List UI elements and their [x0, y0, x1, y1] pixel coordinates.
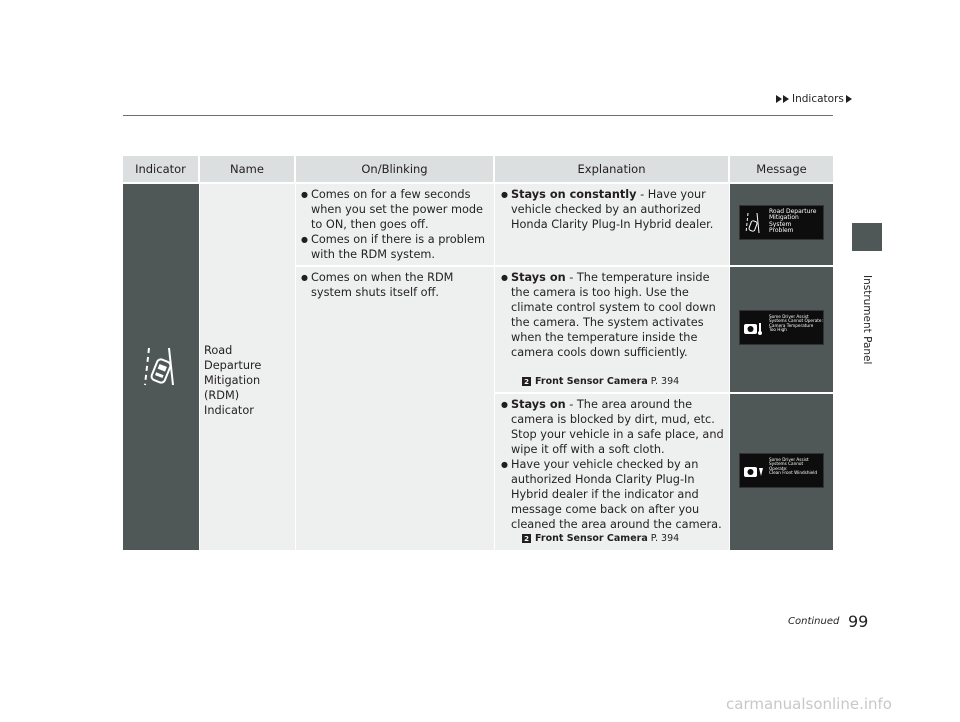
on-blinking-cell-2: [296, 267, 494, 550]
message-display: [739, 205, 824, 240]
explanation-item: ● Have your vehicle checked by an authorized Honda Clarity Plug-In Hybrid dealer if the indicator and message come back on after you cleaned the area around the camera.: [501, 457, 727, 532]
explanation-item: [501, 187, 725, 232]
section-tab-marker: [852, 223, 882, 251]
on-blinking-item: ● Comes on if there is a problem with the RDM system.: [301, 232, 491, 262]
indicator-cell: [123, 184, 199, 550]
triangle-right-icon: [783, 95, 789, 103]
message-cell-1: [730, 184, 833, 265]
reference-page: P. 394: [650, 533, 680, 544]
on-blinking-item: ● Comes on for a few seconds when you set the power mode to ON, then goes off.: [301, 187, 491, 232]
explanation-cell-3: [495, 394, 729, 550]
indicator-table: [123, 156, 833, 182]
header-name: Name: [200, 156, 296, 182]
section-tab-label: Instrument Panel: [861, 275, 873, 365]
rdm-indicator-icon: [745, 212, 761, 234]
message-line: Road Departure: [769, 208, 817, 215]
watermark: carmanualsonline.info: [726, 695, 892, 713]
breadcrumb: [776, 93, 853, 105]
reference-title: Front Sensor Camera: [535, 533, 648, 544]
triangle-right-icon: [776, 95, 782, 103]
explanation-status: Stays on: [511, 398, 566, 411]
header-indicator: Indicator: [123, 156, 200, 182]
header-explanation: Explanation: [495, 156, 730, 182]
message-line: Too High: [769, 327, 787, 333]
name-cell: [200, 184, 295, 550]
message-line: Some Driver Assist: [769, 457, 809, 462]
explanation-cell-2: [495, 267, 729, 392]
triangle-right-icon: [846, 95, 852, 103]
on-blinking-item: ● Comes on when the RDM system shuts itself off.: [301, 270, 491, 300]
message-line: Operate:: [769, 465, 788, 471]
explanation-item: [501, 397, 727, 457]
indicator-name: Road Departure Mitigation (RDM) Indicator: [204, 344, 262, 417]
reference-page: P. 394: [650, 376, 680, 387]
page-number: 99: [848, 612, 869, 631]
message-cell-3: [730, 394, 833, 550]
explanation-text: - Have your vehicle checked by an authorized Honda Clarity Plug-In Hybrid dealer.: [511, 188, 714, 231]
message-line: Systems Cannot: [769, 461, 804, 467]
header-on-blinking: On/Blinking: [296, 156, 495, 182]
header-message: Message: [756, 162, 807, 176]
reference-arrow-icon: 2: [522, 534, 531, 543]
cross-reference[interactable]: [504, 533, 679, 544]
on-blinking-cell-1: [296, 184, 494, 265]
explanation-status: Stays on: [511, 271, 566, 284]
windshield-camera-icon: [744, 465, 764, 479]
message-line: Mitigation: [769, 214, 799, 222]
explanation-item: [501, 270, 719, 360]
table-header-row: [123, 156, 833, 182]
header-rule: [123, 115, 833, 116]
rdm-indicator-icon: [142, 345, 182, 389]
explanation-cell-1: [495, 184, 729, 265]
cross-reference[interactable]: [504, 376, 679, 387]
message-line: Clean Front Windshield: [769, 470, 818, 476]
reference-title: Front Sensor Camera: [535, 376, 648, 387]
message-line: Some Driver Assist: [769, 314, 809, 319]
message-cell-2: [730, 267, 833, 392]
explanation-text: - The temperature inside the camera is too high. Use the climate control system to cool down the camera. The system activates when the temperature inside the camera cools down sufficiently.: [511, 271, 716, 359]
explanation-text: - The area around the camera is blocked by dirt, mud, etc. Stop your vehicle in a safe place, and wipe it off with a soft cloth.: [511, 398, 724, 456]
message-line: Problem: [769, 226, 794, 234]
camera-temperature-icon: [744, 322, 764, 336]
message-display: [739, 453, 824, 488]
continued-label: Continued: [788, 616, 840, 627]
message-display: [739, 310, 824, 345]
message-line: Systems Cannot Operate:: [769, 318, 823, 324]
message-line: Camera Temperature: [769, 322, 814, 328]
message-line: System: [769, 220, 792, 228]
reference-arrow-icon: 2: [522, 377, 531, 386]
explanation-status: Stays on constantly: [511, 188, 637, 201]
breadcrumb-label[interactable]: Indicators: [792, 93, 844, 105]
